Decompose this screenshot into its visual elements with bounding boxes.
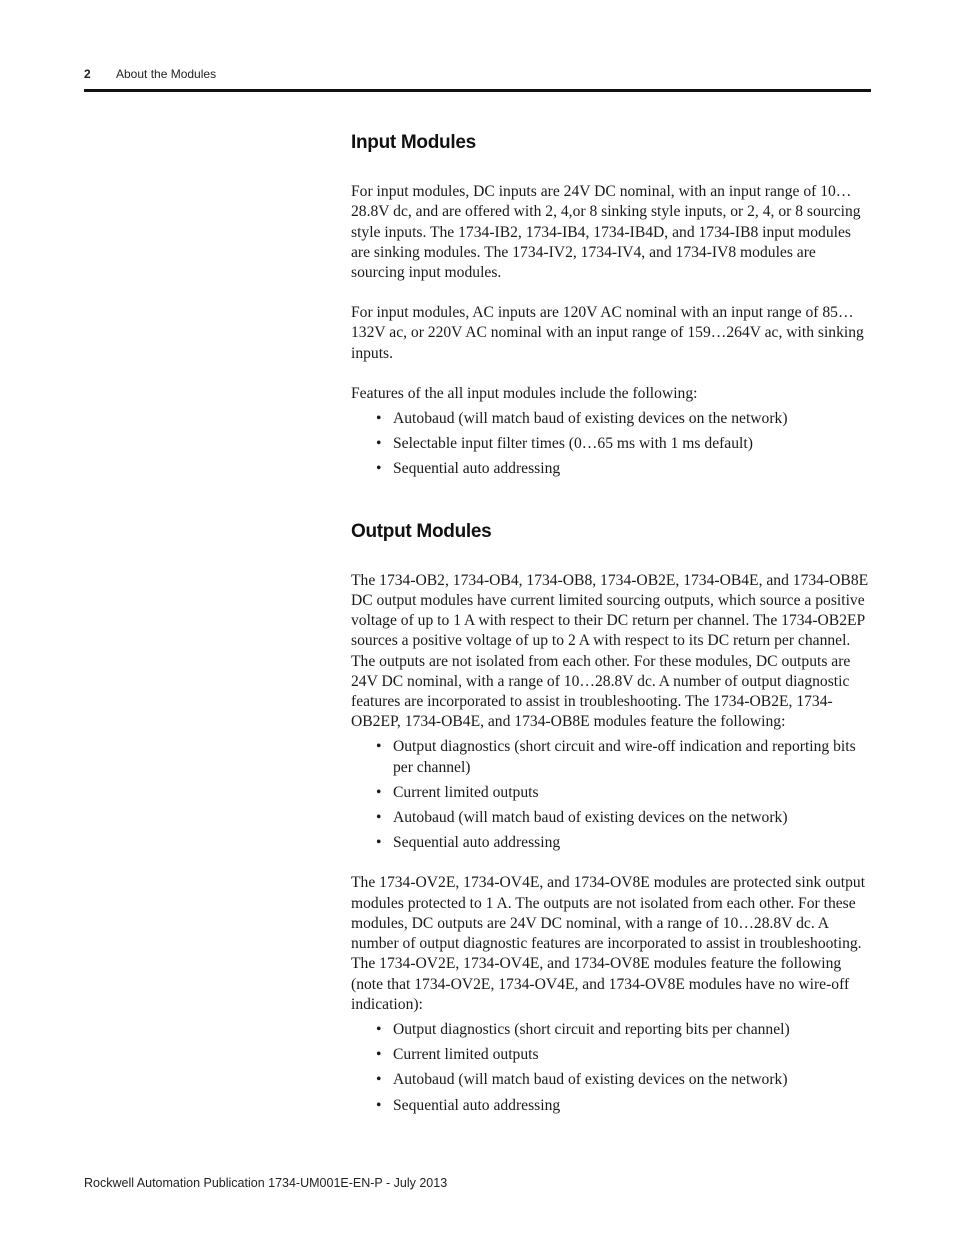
list-item: • Selectable input filter times (0…65 ms with 1 ms default) (393, 434, 871, 454)
list-item: • Current limited outputs (393, 1045, 871, 1065)
input-modules-section (351, 133, 871, 480)
list-item: • Sequential auto addressing (393, 833, 871, 853)
list-item: • Autobaud (will match baud of existing devices on the network) (393, 1070, 871, 1090)
output-ov-features-list (351, 1020, 871, 1116)
list-item: • Output diagnostics (short circuit and wire-off indication and reporting bits per channel) (393, 737, 871, 777)
list-item: • Autobaud (will match baud of existing devices on the network) (393, 808, 871, 828)
output-modules-heading: Output Modules (351, 520, 492, 542)
list-item: • Current limited outputs (393, 783, 871, 803)
running-section-title: About the Modules (116, 67, 217, 81)
list-item: • Autobaud (will match baud of existing devices on the network) (393, 409, 871, 429)
output-ob-features-list (351, 737, 871, 853)
input-features-list (351, 409, 871, 480)
list-item: • Sequential auto addressing (393, 459, 871, 479)
section-spacer (351, 500, 871, 522)
output-modules-ov-paragraph: The 1734-OV2E, 1734-OV4E, and 1734-OV8E modules are protected sink output modules protected to 1 A. The outputs are not isolated from each other. For these modules, DC outputs are 24V DC nominal, with a range of 10…28.8V dc. A number of output diagnostic features are incorporated to assist in troubleshooting. The 1734-OV2E, 1734-OV4E, and 1734-OV8E modules feature the following (note that 1734-OV2E, 1734-OV4E, and 1734-OV8E modules have no wire-off indication): (351, 874, 866, 1013)
input-features-intro: Features of the all input modules include the following: (351, 384, 698, 402)
input-modules-heading: Input Modules (351, 132, 476, 153)
header-rule (84, 89, 871, 92)
input-modules-dc-paragraph: For input modules, DC inputs are 24V DC nominal, with an input range of 10…28.8V dc, and are offered with 2, 4,or 8 sinking style inputs, or 2, 4, or 8 sourcing style inputs. The 1734-IB2, 1734-IB4, 1734-IB4D, and 1734-IB8 input modules are sinking modules. The 1734-IV2, 1734-IV4, and 1734-IV8 modules are sourcing input modules. (351, 183, 861, 282)
page-content (351, 133, 871, 1136)
output-modules-ob-paragraph: The 1734-OB2, 1734-OB4, 1734-OB8, 1734-OB2E, 1734-OB4E, and 1734-OB8E DC output modules have current limited sourcing outputs, which source a positive voltage of up to 1 A with respect to their DC return per channel. The 1734-OB2EP sources a positive voltage of up to 2 A with respect to its DC return per channel. The outputs are not isolated from each other. For these modules, DC outputs are 24V DC nominal, with a range of 10…28.8V dc. A number of output diagnostic features are incorporated to assist in troubleshooting. The 1734-OB2E, 1734-OB2EP, 1734-OB4E, and 1734-OB8E modules feature the following: (351, 571, 869, 731)
output-modules-section (351, 522, 871, 1116)
list-item: • Output diagnostics (short circuit and reporting bits per channel) (393, 1020, 871, 1040)
list-item: • Sequential auto addressing (393, 1096, 871, 1116)
page-number: 2 (84, 67, 91, 81)
page-footer: Rockwell Automation Publication 1734-UM001E-EN-P - July 2013 (84, 1176, 448, 1190)
input-modules-ac-paragraph: For input modules, AC inputs are 120V AC nominal with an input range of 85…132V ac, or 220V AC nominal with an input range of 159…264V ac, with sinking inputs. (351, 304, 864, 362)
